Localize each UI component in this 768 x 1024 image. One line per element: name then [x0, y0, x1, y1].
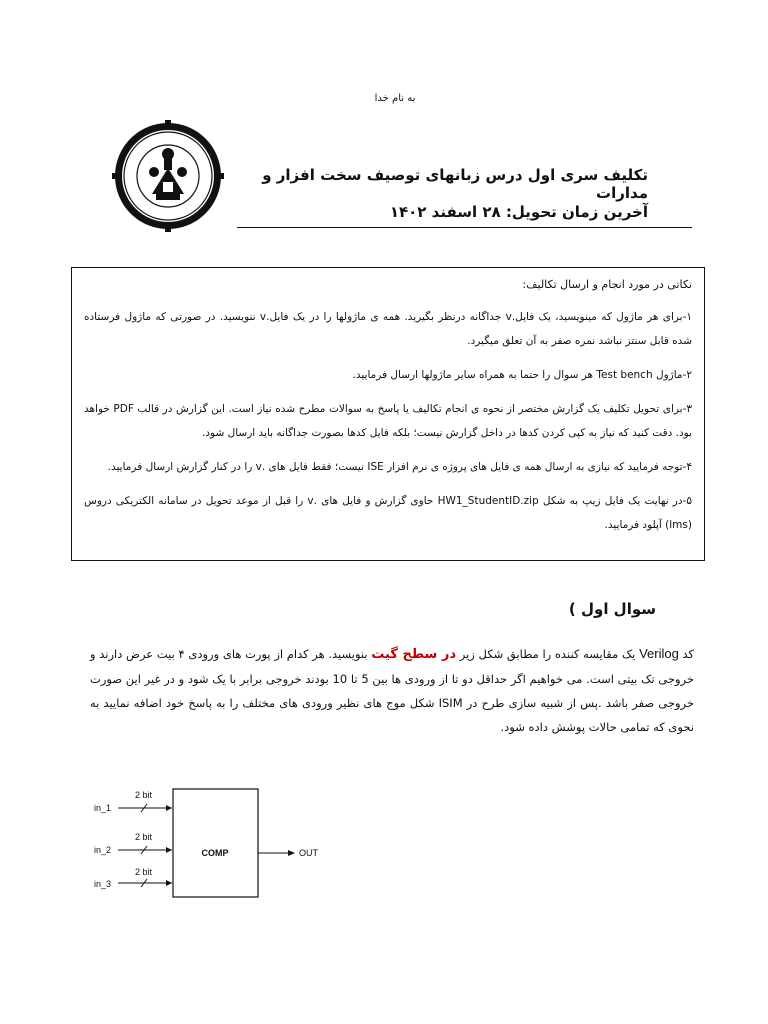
question-1-body [90, 642, 694, 739]
q1-text-gate-level: در سطح گیت [371, 647, 457, 662]
note-item-4: ۴-توجه فرمایید که نیازی به ارسال همه ی فایل های پروژه ی نرم افزار ISE نیست؛ فقط فایل های .v را در کنار گزارش ارسال فرمایید. [107, 461, 692, 473]
university-logo [112, 120, 224, 232]
input-in-2 [94, 832, 172, 855]
notes-title: نکاتی در مورد انجام و ارسال تکالیف: [522, 278, 692, 291]
comp-label: COMP [201, 848, 229, 858]
in-1-width: 2 bit [135, 790, 153, 800]
assignment-title: تکلیف سری اول درس زبانهای توصیف سخت افزار و مدارات [262, 166, 648, 202]
note-item-5: ۵-در نهایت یک فایل زیپ به شکل HW1_StudentID.zip حاوی گزارش و فایل های .v را قبل از موعد تحویل در سامانه الکتریکی دروس (lms) آپلود فرمایید. [84, 495, 692, 531]
in-3-label: in_3 [94, 879, 112, 889]
in-3-width: 2 bit [135, 867, 153, 877]
q1-text-verilog: Verilog [639, 646, 679, 661]
note-item-1: ۱-برای هر ماژول که مینویسید، یک فایل.v جداگانه درنظر بگیرید. همه ی ماژولها را در یک فایل.v ننویسید. در صورتی که ماژول فرستاده شده قابل سنتز نباشد نمره صفر به آن تعلق میگیرد. [84, 311, 693, 347]
input-in-3 [94, 867, 172, 889]
deadline-text: آخرین زمان تحویل: ۲۸ اسفند ۱۴۰۲ [389, 203, 648, 221]
comp-block [173, 789, 258, 897]
header-divider [237, 227, 692, 228]
input-in-1 [94, 790, 172, 813]
in-2-label: in_2 [94, 845, 112, 855]
note-item-2: ۲-ماژول Test bench هر سوال را حتما به همراه سایر ماژولها ارسال فرمایید. [352, 369, 692, 381]
bismillah-header: به نام خدا [374, 93, 416, 104]
q1-text-part2: یک مقایسه کننده را مطابق شکل زیر [456, 647, 640, 661]
out-label: OUT [299, 848, 318, 858]
q1-text-part3: بنویسید. هر کدام از پورت های ورودی ۴ بیت عرض دارند و خروجی تک بیتی است. می خواهیم اگر حداقل دو تا از ورودی ها بین 5 تا 10 بودند خروجی برابر با یک شود و در غیر این صورت خروجی صفر باشد .پس از شبیه سازی طرح در ISIM شکل موج های نظیر ورودی های مختلف را به پاسخ خود اضافه نمایید به نحوی که تمامی حالات پوشش داده شود. [90, 647, 695, 734]
note-item-3: ۳-برای تحویل تکلیف یک گزارش مختصر از نحوه ی انجام تکالیف یا پاسخ به سوالات مطرح شده نیاز است. این گزارش در قالب PDF خواهد بود. دقت کنید که نیاز به کپی کردن کدها در داخل گزارش نیست؛ بلکه فایل کدها بصورت جداگانه باید ارسال شود. [84, 403, 693, 439]
comparator-block-diagram [88, 785, 338, 905]
in-2-width: 2 bit [135, 832, 153, 842]
submission-notes-box [71, 267, 705, 561]
q1-text-part1: کد [678, 647, 695, 661]
question-1-title: سوال اول ) [568, 600, 656, 618]
in-1-label: in_1 [94, 803, 112, 813]
output-out [258, 848, 319, 858]
